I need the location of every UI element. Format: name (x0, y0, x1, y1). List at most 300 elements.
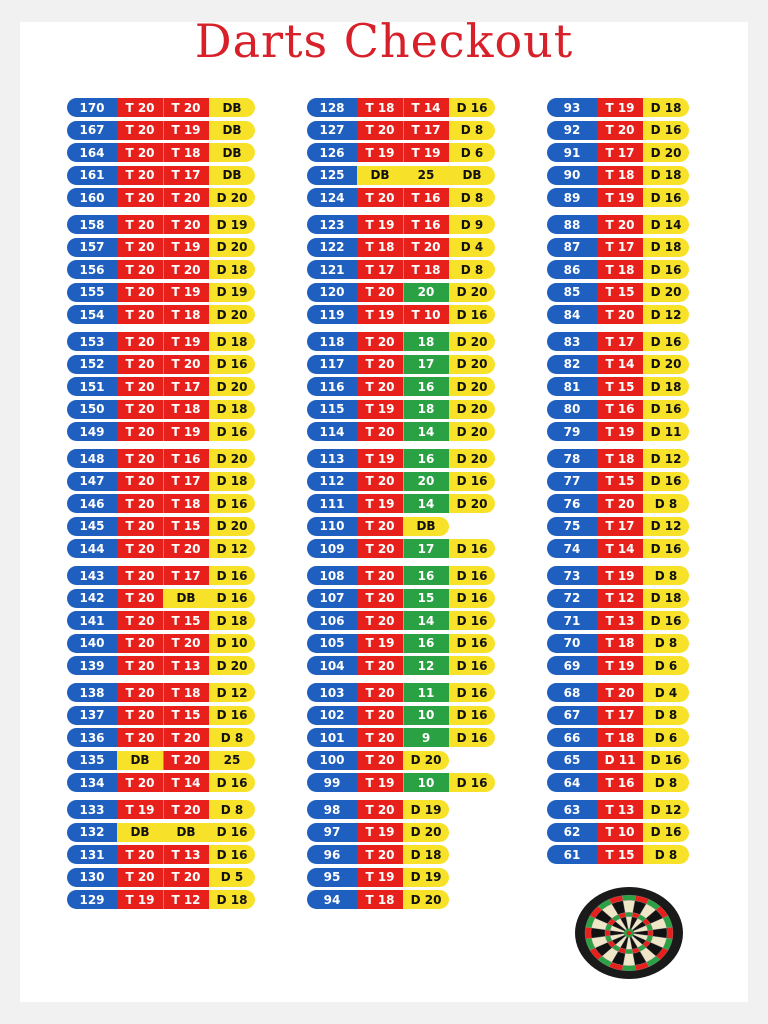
checkout-row (547, 611, 689, 630)
checkout-dart-2: T 17 (163, 566, 209, 585)
checkout-row (547, 188, 689, 207)
checkout-score: 125 (307, 166, 357, 185)
checkout-dart-3: D 20 (449, 355, 495, 374)
checkout-row (307, 472, 495, 491)
checkout-row (67, 449, 255, 468)
checkout-row (67, 400, 255, 419)
checkout-score: 126 (307, 143, 357, 162)
checkout-dart-1: T 19 (597, 422, 643, 441)
checkout-group (307, 800, 495, 909)
checkout-dart-3: D 16 (209, 589, 255, 608)
checkout-dart-1: T 15 (597, 377, 643, 396)
checkout-score: 114 (307, 422, 357, 441)
checkout-dart-2: T 19 (163, 283, 209, 302)
checkout-dart-1: T 20 (597, 683, 643, 702)
checkout-score: 111 (307, 494, 357, 513)
checkout-dart-2: D 18 (403, 845, 449, 864)
checkout-row (307, 868, 495, 887)
checkout-dart-1: T 19 (597, 98, 643, 117)
checkout-dart-1: T 20 (117, 539, 163, 558)
checkout-dart-1: T 20 (597, 215, 643, 234)
checkout-dart-3: DB (209, 98, 255, 117)
checkout-score: 102 (307, 706, 357, 725)
checkout-group (307, 98, 495, 207)
checkout-score: 74 (547, 539, 597, 558)
checkout-score: 152 (67, 355, 117, 374)
checkout-row (67, 706, 255, 725)
checkout-dart-3: D 12 (209, 539, 255, 558)
checkout-group (67, 98, 255, 207)
checkout-dart-3: DB (209, 121, 255, 140)
checkout-row (67, 472, 255, 491)
checkout-dart-1: T 20 (117, 589, 163, 608)
checkout-score: 123 (307, 215, 357, 234)
checkout-dart-2: 14 (403, 422, 449, 441)
dartboard-segment (667, 927, 673, 939)
checkout-dart-1: T 20 (357, 188, 403, 207)
checkout-dart-1: DB (117, 751, 163, 770)
checkout-dart-1: T 20 (117, 728, 163, 747)
checkout-dart-2: D 18 (643, 377, 689, 396)
checkout-score: 142 (67, 589, 117, 608)
checkout-dart-2: D 8 (643, 494, 689, 513)
checkout-row (547, 751, 689, 770)
checkout-dart-3: D 16 (209, 566, 255, 585)
checkout-row (67, 656, 255, 675)
dartboard-segment (622, 965, 636, 971)
checkout-dart-3: D 20 (209, 377, 255, 396)
checkout-dart-3: D 18 (209, 611, 255, 630)
checkout-row (67, 121, 255, 140)
checkout-dart-3: D 16 (449, 589, 495, 608)
checkout-dart-3: D 16 (449, 305, 495, 324)
checkout-dart-3: D 16 (209, 773, 255, 792)
checkout-group (547, 683, 689, 792)
checkout-row (67, 868, 255, 887)
checkout-dart-1: T 20 (117, 422, 163, 441)
checkout-dart-2: T 10 (403, 305, 449, 324)
checkout-score: 113 (307, 449, 357, 468)
checkout-dart-3: D 5 (209, 868, 255, 887)
checkout-dart-1: T 20 (117, 355, 163, 374)
checkout-row (547, 332, 689, 351)
checkout-dart-1: T 17 (597, 706, 643, 725)
checkout-score: 72 (547, 589, 597, 608)
checkout-score: 92 (547, 121, 597, 140)
checkout-dart-3: D 20 (449, 377, 495, 396)
checkout-row (307, 166, 495, 185)
checkout-dart-1: T 15 (597, 472, 643, 491)
checkout-dart-1: T 20 (117, 472, 163, 491)
checkout-dart-2: D 12 (643, 800, 689, 819)
checkout-score: 109 (307, 539, 357, 558)
checkout-row (307, 215, 495, 234)
checkout-dart-3: D 18 (209, 260, 255, 279)
checkout-score: 146 (67, 494, 117, 513)
checkout-dart-2: D 19 (403, 868, 449, 887)
checkout-dart-2: 17 (403, 539, 449, 558)
checkout-score: 135 (67, 751, 117, 770)
checkout-dart-1: T 20 (117, 611, 163, 630)
checkout-dart-3: 25 (209, 751, 255, 770)
page-title: Darts Checkout (194, 14, 574, 68)
checkout-dart-2: T 18 (163, 400, 209, 419)
checkout-dart-1: T 19 (357, 449, 403, 468)
checkout-dart-2: T 20 (163, 215, 209, 234)
checkout-dart-2: T 20 (403, 238, 449, 257)
checkout-dart-1: T 19 (357, 400, 403, 419)
checkout-group (307, 449, 495, 558)
checkout-dart-1: T 17 (597, 143, 643, 162)
checkout-dart-2: D 4 (643, 683, 689, 702)
checkout-score: 97 (307, 823, 357, 842)
checkout-dart-1: T 20 (357, 800, 403, 819)
checkout-group (547, 800, 689, 864)
checkout-dart-3: D 16 (209, 823, 255, 842)
checkout-score: 75 (547, 517, 597, 536)
checkout-score: 67 (547, 706, 597, 725)
checkout-row (547, 589, 689, 608)
checkout-score: 147 (67, 472, 117, 491)
checkout-row (67, 143, 255, 162)
checkout-dart-1: T 20 (117, 98, 163, 117)
checkout-dart-1: T 20 (357, 845, 403, 864)
checkout-dart-2: D 19 (403, 800, 449, 819)
checkout-dart-2: T 20 (163, 539, 209, 558)
checkout-dart-3: D 8 (449, 260, 495, 279)
checkout-row (67, 238, 255, 257)
checkout-score: 119 (307, 305, 357, 324)
checkout-dart-2: D 18 (643, 98, 689, 117)
checkout-row (547, 143, 689, 162)
checkout-score: 86 (547, 260, 597, 279)
checkout-dart-3: D 10 (209, 634, 255, 653)
checkout-dart-1: T 15 (597, 283, 643, 302)
checkout-score: 66 (547, 728, 597, 747)
checkout-row (547, 517, 689, 536)
checkout-row (547, 305, 689, 324)
checkout-row (67, 166, 255, 185)
checkout-dart-1: T 17 (597, 332, 643, 351)
checkout-dart-2: D 18 (643, 589, 689, 608)
checkout-row (547, 656, 689, 675)
checkout-dart-1: T 19 (357, 634, 403, 653)
checkout-dart-2: D 8 (643, 634, 689, 653)
checkout-dart-1: T 20 (357, 539, 403, 558)
checkout-dart-2: D 8 (643, 773, 689, 792)
checkout-dart-3: DB (209, 166, 255, 185)
checkout-dart-1: T 20 (117, 494, 163, 513)
checkout-dart-2: T 18 (163, 494, 209, 513)
checkout-group (307, 332, 495, 441)
checkout-dart-3: D 16 (449, 728, 495, 747)
checkout-row (307, 539, 495, 558)
checkout-score: 112 (307, 472, 357, 491)
checkout-row (547, 539, 689, 558)
checkout-dart-2: 9 (403, 728, 449, 747)
checkout-row (67, 728, 255, 747)
checkout-row (547, 260, 689, 279)
checkout-dart-3: D 20 (209, 238, 255, 257)
checkout-dart-2: D 8 (643, 566, 689, 585)
checkout-score: 85 (547, 283, 597, 302)
checkout-dart-3: D 20 (209, 305, 255, 324)
checkout-dart-2: T 14 (163, 773, 209, 792)
checkout-row (307, 683, 495, 702)
checkout-score: 120 (307, 283, 357, 302)
checkout-dart-2: D 8 (643, 845, 689, 864)
checkout-row (307, 305, 495, 324)
checkout-score: 115 (307, 400, 357, 419)
checkout-dart-1: T 18 (357, 890, 403, 909)
checkout-dart-1: T 20 (357, 611, 403, 630)
checkout-row (67, 283, 255, 302)
checkout-column-2 (307, 98, 495, 917)
checkout-row (547, 728, 689, 747)
checkout-row (547, 845, 689, 864)
checkout-row (307, 566, 495, 585)
checkout-row (307, 494, 495, 513)
checkout-dart-1: T 15 (597, 845, 643, 864)
checkout-dart-2: T 13 (163, 656, 209, 675)
checkout-dart-1: T 20 (117, 566, 163, 585)
checkout-dart-3: D 4 (449, 238, 495, 257)
checkout-row (547, 166, 689, 185)
checkout-dart-1: T 20 (357, 332, 403, 351)
checkout-score: 140 (67, 634, 117, 653)
checkout-dart-2: D 16 (643, 260, 689, 279)
checkout-dart-1: T 20 (117, 377, 163, 396)
checkout-dart-3: D 16 (449, 773, 495, 792)
checkout-dart-1: T 19 (597, 188, 643, 207)
checkout-score: 143 (67, 566, 117, 585)
checkout-score: 104 (307, 656, 357, 675)
checkout-dart-1: T 20 (357, 706, 403, 725)
checkout-group (547, 449, 689, 558)
checkout-row (67, 589, 255, 608)
checkout-row (547, 121, 689, 140)
checkout-dart-2: D 20 (403, 890, 449, 909)
checkout-score: 153 (67, 332, 117, 351)
checkout-dart-3: D 20 (209, 656, 255, 675)
checkout-dart-1: T 19 (117, 890, 163, 909)
checkout-dart-2: 14 (403, 494, 449, 513)
checkout-score: 62 (547, 823, 597, 842)
checkout-score: 70 (547, 634, 597, 653)
checkout-dart-1: T 18 (597, 634, 643, 653)
checkout-dart-2: T 17 (163, 377, 209, 396)
checkout-dart-3: D 16 (209, 845, 255, 864)
checkout-row (547, 215, 689, 234)
checkout-dart-1: T 14 (597, 539, 643, 558)
checkout-row (307, 332, 495, 351)
checkout-score: 136 (67, 728, 117, 747)
checkout-dart-1: T 20 (117, 706, 163, 725)
checkout-dart-1: T 14 (597, 355, 643, 374)
checkout-dart-1: T 18 (357, 238, 403, 257)
checkout-score: 144 (67, 539, 117, 558)
checkout-row (307, 517, 495, 536)
checkout-row (547, 634, 689, 653)
checkout-dart-2: 16 (403, 634, 449, 653)
checkout-dart-2: D 16 (643, 332, 689, 351)
checkout-score: 80 (547, 400, 597, 419)
checkout-dart-3: D 20 (209, 449, 255, 468)
checkout-score: 79 (547, 422, 597, 441)
checkout-dart-3: D 8 (209, 800, 255, 819)
checkout-score: 156 (67, 260, 117, 279)
checkout-row (307, 260, 495, 279)
checkout-score: 117 (307, 355, 357, 374)
checkout-dart-1: T 19 (357, 143, 403, 162)
checkout-dart-2: D 16 (643, 611, 689, 630)
checkout-dart-2: T 13 (163, 845, 209, 864)
checkout-score: 77 (547, 472, 597, 491)
checkout-score: 64 (547, 773, 597, 792)
checkout-group (67, 215, 255, 324)
checkout-row (67, 683, 255, 702)
checkout-row (67, 611, 255, 630)
checkout-dart-3: DB (449, 166, 495, 185)
checkout-row (67, 845, 255, 864)
checkout-dart-2: DB (403, 517, 449, 536)
checkout-row (307, 706, 495, 725)
checkout-row (547, 472, 689, 491)
checkout-dart-2: T 16 (403, 188, 449, 207)
checkout-dart-2: 10 (403, 773, 449, 792)
checkout-group (547, 332, 689, 441)
checkout-dart-3: DB (209, 143, 255, 162)
checkout-score: 68 (547, 683, 597, 702)
checkout-dart-1: T 19 (357, 305, 403, 324)
checkout-score: 154 (67, 305, 117, 324)
checkout-score: 121 (307, 260, 357, 279)
checkout-dart-1: T 20 (357, 377, 403, 396)
checkout-row (67, 890, 255, 909)
checkout-dart-1: T 20 (357, 121, 403, 140)
checkout-dart-2: 18 (403, 400, 449, 419)
checkout-row (307, 823, 495, 842)
checkout-column-3 (547, 98, 689, 872)
checkout-dart-2: T 20 (163, 728, 209, 747)
checkout-dart-3: D 16 (449, 634, 495, 653)
checkout-row (67, 188, 255, 207)
checkout-group (547, 98, 689, 207)
checkout-row (547, 800, 689, 819)
checkout-dart-1: T 20 (117, 215, 163, 234)
checkout-score: 151 (67, 377, 117, 396)
checkout-dart-2: D 18 (643, 166, 689, 185)
checkout-dart-1: T 19 (357, 494, 403, 513)
checkout-dart-2: T 20 (163, 98, 209, 117)
checkout-dart-2: 16 (403, 566, 449, 585)
checkout-dart-1: T 20 (117, 656, 163, 675)
checkout-dart-1: T 17 (597, 238, 643, 257)
checkout-dart-1: T 16 (597, 773, 643, 792)
checkout-group (307, 683, 495, 792)
checkout-dart-3: D 20 (449, 283, 495, 302)
checkout-dart-2: D 11 (643, 422, 689, 441)
checkout-score: 99 (307, 773, 357, 792)
checkout-score: 138 (67, 683, 117, 702)
checkout-dart-3: D 20 (449, 332, 495, 351)
checkout-group (547, 215, 689, 324)
checkout-dart-2: T 16 (403, 215, 449, 234)
checkout-dart-1: T 19 (357, 215, 403, 234)
checkout-score: 157 (67, 238, 117, 257)
checkout-dart-3: D 12 (209, 683, 255, 702)
checkout-dart-2: T 15 (163, 611, 209, 630)
checkout-row (67, 98, 255, 117)
checkout-score: 81 (547, 377, 597, 396)
checkout-dart-1: T 20 (117, 305, 163, 324)
checkout-dart-2: D 16 (643, 823, 689, 842)
checkout-dart-1: T 20 (357, 589, 403, 608)
checkout-dart-2: T 18 (163, 683, 209, 702)
checkout-dart-3: D 16 (449, 683, 495, 702)
checkout-dart-2: D 16 (643, 472, 689, 491)
checkout-row (547, 238, 689, 257)
checkout-dart-2: D 16 (643, 121, 689, 140)
checkout-row (307, 449, 495, 468)
checkout-row (547, 706, 689, 725)
checkout-dart-2: T 20 (163, 260, 209, 279)
checkout-row (67, 517, 255, 536)
checkout-dart-3: D 16 (449, 706, 495, 725)
checkout-dart-3: D 16 (449, 656, 495, 675)
checkout-row (307, 188, 495, 207)
checkout-dart-3: D 16 (209, 422, 255, 441)
checkout-dart-3: D 18 (209, 472, 255, 491)
dartboard-segment (648, 930, 653, 936)
checkout-dart-2: 25 (403, 166, 449, 185)
checkout-dart-3: D 20 (449, 449, 495, 468)
checkout-dart-2: T 20 (163, 751, 209, 770)
checkout-row (307, 773, 495, 792)
checkout-row (67, 823, 255, 842)
checkout-dart-2: T 19 (163, 332, 209, 351)
checkout-score: 78 (547, 449, 597, 468)
checkout-row (307, 890, 495, 909)
checkout-dart-2: 16 (403, 449, 449, 468)
checkout-dart-2: 11 (403, 683, 449, 702)
checkout-score: 124 (307, 188, 357, 207)
checkout-dart-1: T 20 (357, 656, 403, 675)
checkout-score: 61 (547, 845, 597, 864)
checkout-dart-2: 15 (403, 589, 449, 608)
checkout-row (307, 422, 495, 441)
checkout-score: 141 (67, 611, 117, 630)
checkout-dart-2: T 15 (163, 517, 209, 536)
checkout-dart-3: D 20 (449, 422, 495, 441)
checkout-row (307, 238, 495, 257)
checkout-score: 128 (307, 98, 357, 117)
checkout-row (67, 260, 255, 279)
checkout-dart-3: D 16 (209, 355, 255, 374)
checkout-row (67, 494, 255, 513)
checkout-dart-2: D 12 (643, 449, 689, 468)
checkout-score: 129 (67, 890, 117, 909)
checkout-dart-2: T 15 (163, 706, 209, 725)
checkout-dart-1: T 20 (117, 845, 163, 864)
checkout-dart-1: T 20 (357, 728, 403, 747)
checkout-score: 127 (307, 121, 357, 140)
checkout-dart-3: D 18 (209, 890, 255, 909)
checkout-score: 148 (67, 449, 117, 468)
checkout-score: 82 (547, 355, 597, 374)
checkout-score: 90 (547, 166, 597, 185)
checkout-row (307, 611, 495, 630)
